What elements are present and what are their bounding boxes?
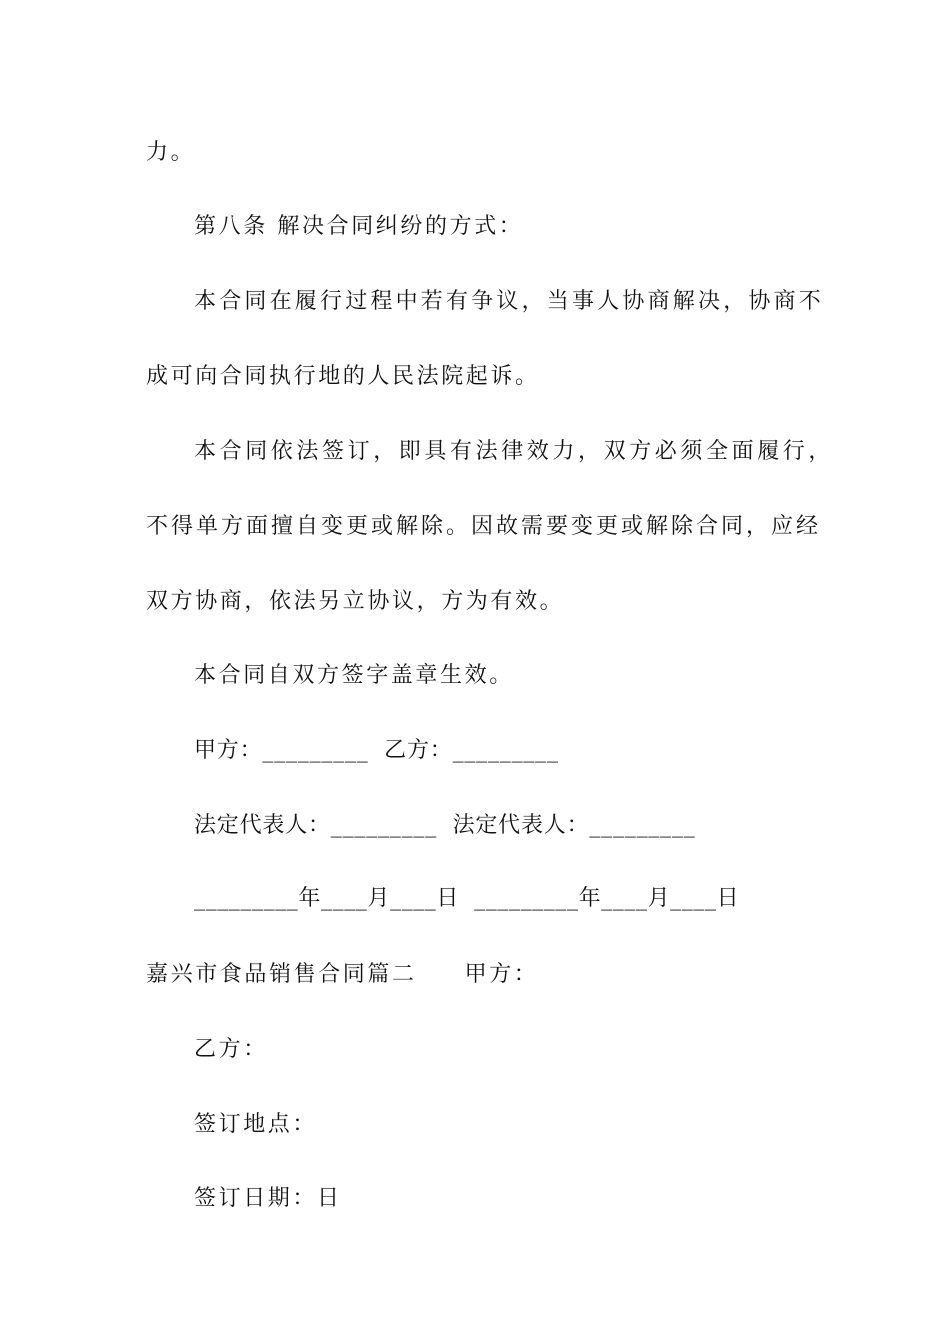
paragraph-line: 成可向合同执行地的人民法院起诉。 [146,364,540,389]
paragraph-line: 本合同在履行过程中若有争议，当事人协商解决，协商不 [194,289,825,314]
paragraph-line: 本合同依法签订，即具有法律效力，双方必须全面履行， [194,439,835,464]
party-b-line: 乙方： [194,1037,268,1062]
signature-parties-line: 甲方：_________ 乙方：_________ [194,738,559,763]
paragraph-line: 本合同自双方签字盖章生效。 [194,663,514,688]
paragraph-line: 不得单方面擅自变更或解除。因故需要变更或解除合同，应经 [146,514,822,539]
paragraph-line: 双方协商，依法另立协议，方为有效。 [146,589,565,614]
article-heading: 第八条 解决合同纠纷的方式： [194,214,524,239]
section-title-line: 嘉兴市食品销售合同篇二 甲方： [146,962,539,987]
signing-date-line: 签订日期：日 [194,1186,342,1211]
date-line: _________年____月____日 _________年____月____日 [194,886,740,911]
signing-place-line: 签订地点： [194,1112,318,1137]
paragraph-line: 力。 [146,140,196,165]
legal-representative-line: 法定代表人：_________ 法定代表人：_________ [194,813,696,838]
